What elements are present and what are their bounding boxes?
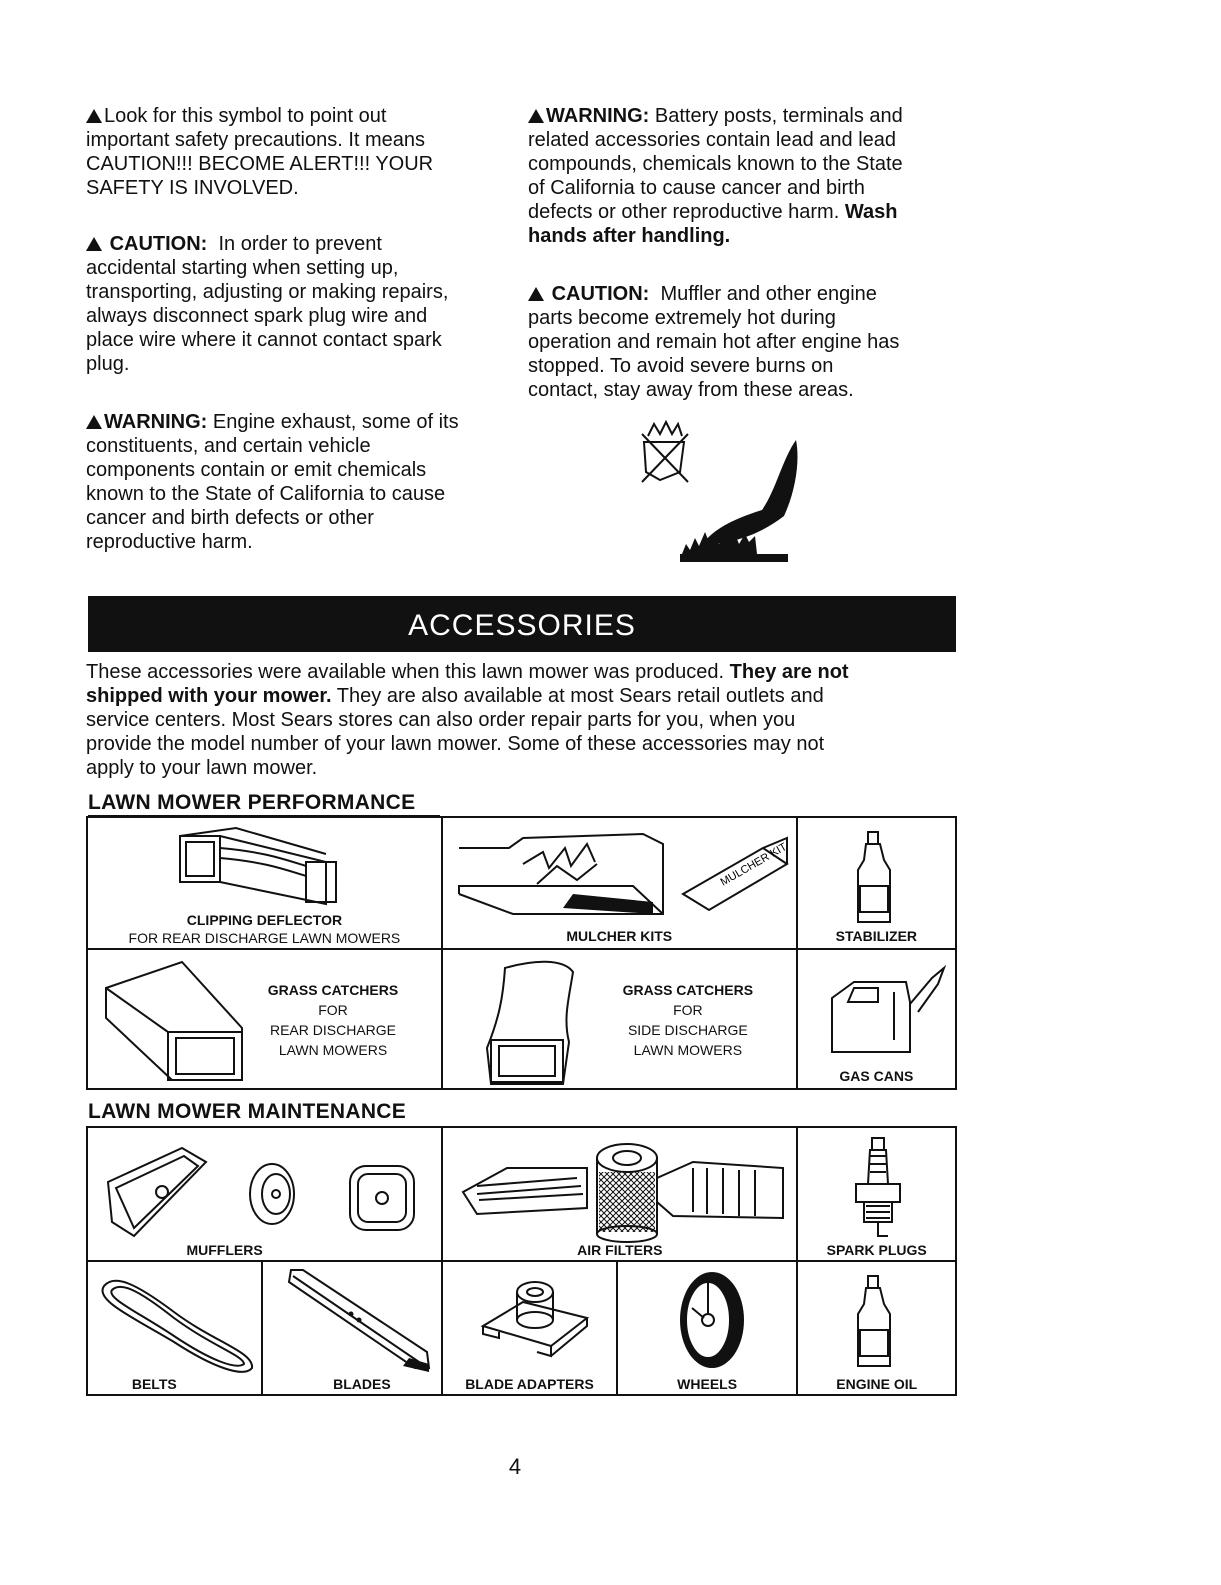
muffler-icon	[102, 1142, 432, 1238]
maintenance-grid	[86, 1126, 957, 1396]
spark-plugs-label: SPARK PLUGS	[826, 1242, 927, 1258]
warning-triangle-icon	[86, 237, 102, 251]
caution-hot-parts: CAUTION: Muffler and other engine parts become extremely hot during operation and remain hot after engine has stopped. To avoid severe burns on contact, stay away from these areas.	[528, 283, 900, 401]
svg-text:MULCHER KIT: MULCHER KIT	[718, 840, 789, 889]
warning-triangle-icon	[528, 109, 544, 123]
mufflers-label: MUFFLERS	[186, 1242, 263, 1258]
engine-oil-label: ENGINE OIL	[836, 1376, 918, 1392]
stabilizer-cell	[797, 817, 956, 949]
page-number: 4	[508, 1454, 522, 1479]
engine-oil-cell	[797, 1261, 956, 1395]
clipping-deflector-cell	[87, 817, 442, 949]
wheels-cell	[617, 1261, 798, 1395]
blade-adapters-cell	[442, 1261, 617, 1395]
belt-icon	[94, 1272, 260, 1376]
mulcher-kits-cell	[442, 817, 797, 949]
blade-adapter-icon	[477, 1272, 597, 1368]
performance-grid	[86, 816, 957, 1090]
symbol-note: Look for this symbol to point out important safety precautions. It means CAUTION!!! BECOME ALERT!!! YOUR SAFETY IS INVOLVED.	[86, 105, 434, 199]
warning-exhaust: WARNING: Engine exhaust, some of its constituents, and certain vehicle components contain or emit chemicals known to the State of California to cause cancer and birth defects or other reproductive harm.	[86, 411, 459, 553]
rear-grass-catcher-label: GRASS CATCHERS FOR REAR DISCHARGE LAWN MOWERS	[267, 982, 399, 1058]
clipping-deflector-icon	[176, 826, 346, 906]
mulcher-kit-icon	[453, 824, 793, 924]
caution-disconnect: CAUTION: In order to prevent accidental starting when setting up, transporting, adjusting or making repairs, always disconnect spark plug wire and place wire where it cannot contact spark plug.	[86, 233, 449, 375]
mulcher-kits-label: MULCHER KITS	[566, 928, 673, 944]
engine-oil-bottle-icon	[850, 1274, 900, 1370]
air-filters-cell	[442, 1127, 797, 1261]
clipping-deflector-sublabel: FOR REAR DISCHARGE LAWN MOWERS	[128, 930, 401, 946]
side-grass-catcher-label: GRASS CATCHERS FOR SIDE DISCHARGE LAWN MOWERS	[622, 982, 754, 1058]
blade-icon	[279, 1268, 435, 1374]
side-grass-catcher-icon	[483, 958, 583, 1086]
stabilizer-bottle-icon	[850, 830, 900, 926]
rear-grass-catcher-cell	[87, 949, 442, 1089]
wheel-icon	[672, 1268, 752, 1372]
spark-plug-icon	[848, 1136, 908, 1240]
mufflers-cell	[87, 1127, 442, 1261]
warning-battery: WARNING: Battery posts, terminals and related accessories contain lead and lead compounds, chemicals known to the State of California to cause cancer and birth defects or other reproductive harm. Wash hands after handling.	[528, 105, 903, 247]
accessories-intro: These accessories were available when this lawn mower was produced. They are not shipped with your mower. They are also available at most Sears retail outlets and service centers. Most Sears stores can also order repair parts for you, when you provide the model number of your lawn mower. Some of these accessories may not apply to your lawn mower.	[86, 661, 849, 779]
section-title-maintenance: LAWN MOWER MAINTENANCE	[88, 1100, 407, 1123]
gas-can-icon	[824, 962, 950, 1060]
rear-grass-catcher-icon	[102, 958, 252, 1082]
warning-triangle-icon	[86, 109, 102, 123]
accessories-banner: ACCESSORIES	[88, 596, 956, 652]
blades-label: BLADES	[333, 1376, 391, 1392]
spark-plugs-cell	[797, 1127, 956, 1261]
hot-surface-hand-icon	[636, 414, 806, 566]
air-filters-label: AIR FILTERS	[577, 1242, 663, 1258]
belts-label: BELTS	[131, 1376, 177, 1392]
stabilizer-label: STABILIZER	[835, 928, 918, 944]
blades-cell	[262, 1261, 443, 1395]
clipping-deflector-label: CLIPPING DEFLECTOR	[186, 912, 343, 928]
belts-cell	[87, 1261, 262, 1395]
gas-cans-label: GAS CANS	[839, 1068, 914, 1084]
blade-adapters-label: BLADE ADAPTERS	[465, 1376, 594, 1392]
wheels-label: WHEELS	[677, 1376, 738, 1392]
warning-triangle-icon	[528, 287, 544, 301]
gas-cans-cell	[797, 949, 956, 1089]
section-title-performance: LAWN MOWER PERFORMANCE	[88, 791, 416, 814]
air-filter-icon	[457, 1138, 787, 1244]
side-grass-catcher-cell	[442, 949, 797, 1089]
warning-triangle-icon	[86, 415, 102, 429]
